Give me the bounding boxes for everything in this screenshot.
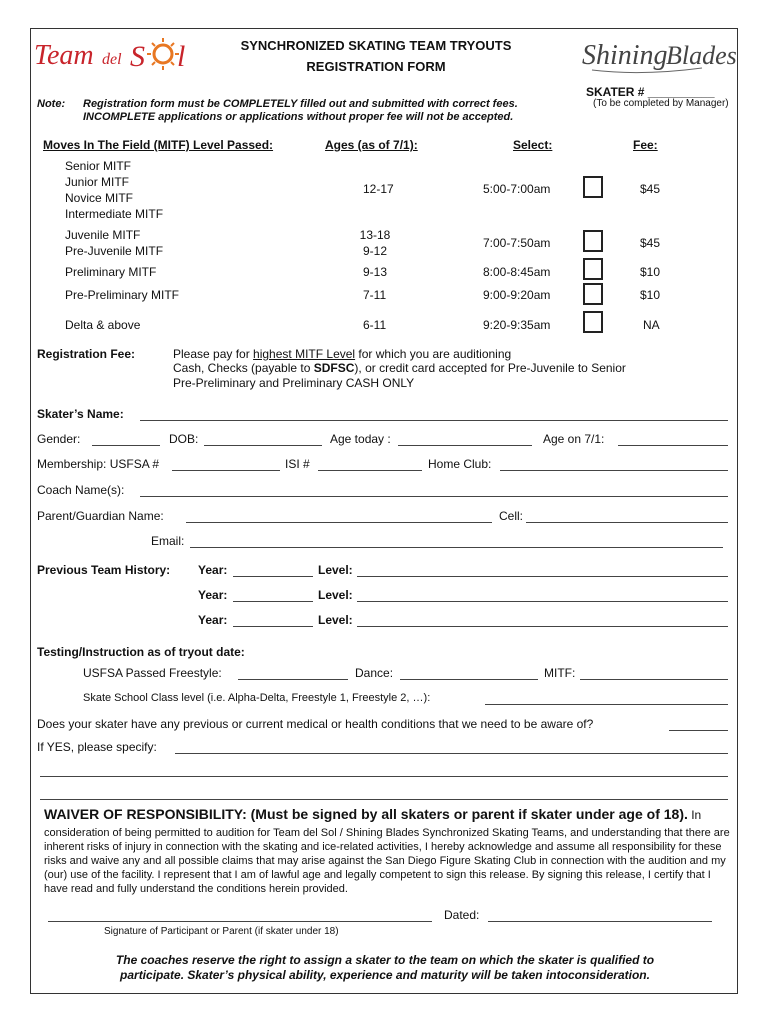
coach-field[interactable] <box>140 496 728 497</box>
year-label-1: Year: <box>198 563 228 577</box>
ages-row-3: 9-13 <box>363 265 388 279</box>
fee-row-2: $45 <box>640 236 661 250</box>
gender-field[interactable] <box>92 445 160 446</box>
svg-text:Blades: Blades <box>666 41 737 70</box>
level-field-2[interactable] <box>357 601 728 602</box>
year-field-3[interactable] <box>233 626 313 627</box>
registration-fee-line2 <box>173 361 626 375</box>
closing-line: participate. Skater’s physical ability, experience and maturity will be taken intoconsideration. <box>120 968 650 982</box>
year-field-1[interactable] <box>233 576 313 577</box>
email-label: Email: <box>151 534 185 548</box>
fee-text: for which you are auditioning <box>355 347 512 361</box>
coach-label: Coach Name(s): <box>37 483 125 497</box>
level-row-3: Preliminary MITF <box>65 265 157 279</box>
svg-text:Team: Team <box>34 40 94 71</box>
time-row-2: 7:00-7:50am <box>483 236 551 250</box>
freestyle-label: USFSA Passed Freestyle: <box>83 666 222 680</box>
isi-number-field[interactable] <box>318 470 422 471</box>
freestyle-field[interactable] <box>238 679 348 680</box>
club-abbrev: SDFSC <box>313 361 355 375</box>
year-label-2: Year: <box>198 588 228 602</box>
ages-row-4: 7-11 <box>363 288 387 302</box>
signature-caption: Signature of Participant or Parent (if skater under 18) <box>104 926 339 937</box>
closing-line: The coaches reserve the right to assign a skater to the team on which the skater is qualified to <box>115 953 655 967</box>
age-71-label: Age on 7/1: <box>543 432 605 446</box>
email-field[interactable] <box>190 547 723 548</box>
signature-field[interactable] <box>48 921 432 922</box>
ages-row-1: 12-17 <box>363 182 394 196</box>
skater-number: SKATER # __________ <box>586 85 715 99</box>
skater-name-field[interactable] <box>140 420 728 421</box>
svg-text:l: l <box>177 40 186 73</box>
header-ages: Ages (as of 7/1): <box>325 138 418 152</box>
levels-group-2 <box>65 227 163 259</box>
level-label-1: Level: <box>318 563 353 577</box>
level-row-5: Delta & above <box>65 318 141 332</box>
highest-level-text: highest MITF Level <box>253 347 356 361</box>
select-checkbox-row-2[interactable] <box>583 230 603 252</box>
medical-specify-field-2[interactable] <box>40 776 728 777</box>
age-today-field[interactable] <box>398 445 532 446</box>
fee-row-4: $10 <box>640 288 661 302</box>
level-label: Juvenile MITF <box>65 228 141 242</box>
medical-question: Does your skater have any previous or current medical or health conditions that we need to be aware of? <box>37 717 594 731</box>
gender-label: Gender: <box>37 432 81 446</box>
closing-note <box>40 953 730 983</box>
team-del-sol-logo <box>32 32 192 76</box>
registration-fee-label: Registration Fee: <box>37 347 136 361</box>
dob-label: DOB: <box>169 432 199 446</box>
note-line1: Registration form must be COMPLETELY filled out and submitted with correct fees. <box>83 98 518 110</box>
waiver-title: WAIVER OF RESPONSIBILITY: (Must be signed by all skaters or parent if skater under age of 18). <box>44 806 688 822</box>
time-row-5: 9:20-9:35am <box>483 318 551 332</box>
mitf-label: MITF: <box>544 666 576 680</box>
usfsa-number-field[interactable] <box>172 470 280 471</box>
time-row-4: 9:00-9:20am <box>483 288 551 302</box>
level-label: Pre-Juvenile MITF <box>65 244 164 258</box>
registration-fee-line1 <box>173 347 511 361</box>
fee-text: Please pay for <box>173 347 254 361</box>
mitf-field[interactable] <box>580 679 728 680</box>
time-row-1: 5:00-7:00am <box>483 182 551 196</box>
time-row-3: 8:00-8:45am <box>483 265 551 279</box>
medical-specify-label: If YES, please specify: <box>37 740 157 754</box>
medical-specify-field-3[interactable] <box>40 799 728 800</box>
team-history-label: Previous Team History: <box>37 563 171 577</box>
header-fee: Fee: <box>633 138 658 152</box>
home-club-field[interactable] <box>500 470 728 471</box>
level-field-3[interactable] <box>357 626 728 627</box>
age-71-field[interactable] <box>618 445 728 446</box>
testing-label: Testing/Instruction as of tryout date: <box>37 645 245 659</box>
svg-text:Shining: Shining <box>582 40 668 71</box>
waiver-body: consideration of being permitted to audition for Team del Sol / Shining Blades Synchronized Skating Teams, and understanding that there are inherent risks of injury in connection with the skating and ice-related activities, I hereby acknowledge and assume all responsibility for these risks and waive any and all possible claims that may arise against the San Diego Figure Skating Club in connection with the audition and my (our) use of the facility. I represent that I am of lawful age and legally competent to sign this release. By signing this release, I certify that I have read and fully understand the conditions herein provided. <box>44 827 730 895</box>
select-checkbox-row-3[interactable] <box>583 258 603 280</box>
level-label: Senior MITF <box>65 159 132 173</box>
header-mitf-level: Moves In The Field (MITF) Level Passed: <box>43 138 274 152</box>
waiver-heading <box>44 806 701 824</box>
ages-row-2 <box>355 227 395 259</box>
fee-text: Cash, Checks (payable to <box>173 361 314 375</box>
header-select: Select: <box>513 138 553 152</box>
dance-label: Dance: <box>355 666 394 680</box>
form-title-line1: SYNCHRONIZED SKATING TEAM TRYOUTS <box>240 38 512 53</box>
level-row-4: Pre-Preliminary MITF <box>65 288 180 302</box>
select-checkbox-row-1[interactable] <box>583 176 603 198</box>
level-label: Junior MITF <box>65 175 130 189</box>
medical-answer-field[interactable] <box>669 730 728 731</box>
svg-text:S: S <box>130 40 145 73</box>
membership-label: Membership: USFSA # <box>37 457 160 471</box>
note-line2: INCOMPLETE applications or applications without proper fee will not be accepted. <box>83 111 514 123</box>
svg-text:del: del <box>102 51 122 68</box>
levels-group-1 <box>65 158 163 222</box>
shining-blades-logo <box>582 34 742 78</box>
cell-field[interactable] <box>526 522 728 523</box>
level-label: Intermediate MITF <box>65 207 164 221</box>
select-checkbox-row-4[interactable] <box>583 283 603 305</box>
level-field-1[interactable] <box>357 576 728 577</box>
fee-row-1: $45 <box>640 182 661 196</box>
age-today-label: Age today : <box>330 432 391 446</box>
skate-school-field[interactable] <box>485 704 728 705</box>
fee-row-3: $10 <box>640 265 661 279</box>
level-label: Novice MITF <box>65 191 134 205</box>
dated-label: Dated: <box>444 908 480 922</box>
dance-field[interactable] <box>400 679 538 680</box>
year-field-2[interactable] <box>233 601 313 602</box>
form-title-line2: REGISTRATION FORM <box>306 59 446 74</box>
level-label-3: Level: <box>318 613 353 627</box>
isi-label: ISI # <box>285 457 310 471</box>
manager-note: (To be completed by Manager) <box>593 98 729 109</box>
waiver-title-tail: In <box>687 808 702 822</box>
select-checkbox-row-5[interactable] <box>583 311 603 333</box>
ages-value: 9-12 <box>362 244 388 258</box>
fee-text: ), or credit card accepted for Pre-Juvenile to Senior <box>354 361 626 375</box>
cell-label: Cell: <box>499 509 524 523</box>
skate-school-label: Skate School Class level (i.e. Alpha-Delta, Freestyle 1, Freestyle 2, …): <box>83 692 431 704</box>
dob-field[interactable] <box>204 445 322 446</box>
parent-field[interactable] <box>186 522 492 523</box>
registration-fee-line3: Pre-Preliminary and Preliminary CASH ONLY <box>173 376 415 390</box>
note-label: Note: <box>37 98 66 110</box>
ages-row-5: 6-11 <box>363 318 387 332</box>
dated-field[interactable] <box>488 921 712 922</box>
fee-row-5: NA <box>643 318 660 332</box>
ages-value: 13-18 <box>359 228 391 242</box>
parent-label: Parent/Guardian Name: <box>37 509 164 523</box>
home-club-label: Home Club: <box>428 457 492 471</box>
medical-specify-field[interactable] <box>175 753 728 754</box>
skater-name-label: Skater’s Name: <box>37 407 124 421</box>
year-label-3: Year: <box>198 613 228 627</box>
level-label-2: Level: <box>318 588 353 602</box>
